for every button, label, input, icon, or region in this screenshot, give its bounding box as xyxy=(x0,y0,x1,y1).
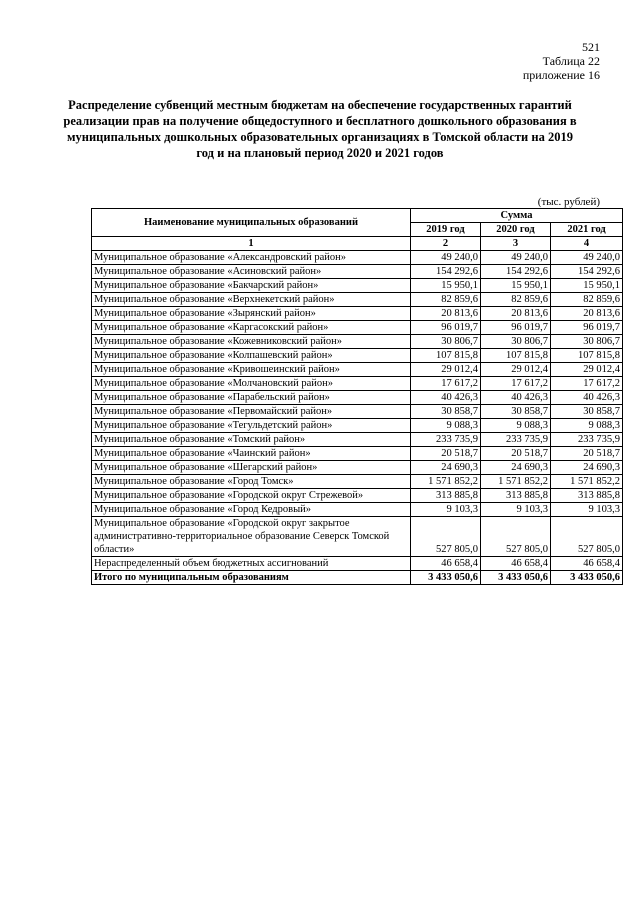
column-number-3: 3 xyxy=(481,237,551,251)
table-row xyxy=(92,489,623,503)
column-header-name: Наименование муниципальных образований xyxy=(92,209,411,237)
value-2019-cell: 96 019,7 xyxy=(411,321,481,335)
table-row xyxy=(92,265,623,279)
value-2021-cell: 233 735,9 xyxy=(551,433,623,447)
table-row xyxy=(92,363,623,377)
column-header-sum: Сумма xyxy=(411,209,623,223)
value-2020-cell: 20 813,6 xyxy=(481,307,551,321)
appendix-reference: приложение 16 xyxy=(522,68,600,82)
municipality-name-cell: Муниципальное образование «Город Томск» xyxy=(92,475,411,489)
table-row xyxy=(92,447,623,461)
value-2019-cell: 40 426,3 xyxy=(411,391,481,405)
value-2021-cell: 96 019,7 xyxy=(551,321,623,335)
value-2020-cell: 233 735,9 xyxy=(481,433,551,447)
value-2021-cell: 30 858,7 xyxy=(551,405,623,419)
value-2020-cell: 3 433 050,6 xyxy=(481,571,551,585)
municipality-name-cell: Муниципальное образование «Каргасокский район» xyxy=(92,321,411,335)
value-2020-cell: 30 806,7 xyxy=(481,335,551,349)
table-row xyxy=(92,251,623,265)
table-row xyxy=(92,461,623,475)
table-row xyxy=(92,349,623,363)
value-2019-cell: 9 088,3 xyxy=(411,419,481,433)
value-2020-cell: 107 815,8 xyxy=(481,349,551,363)
value-2021-cell: 20 813,6 xyxy=(551,307,623,321)
value-2021-cell: 40 426,3 xyxy=(551,391,623,405)
subsidy-table xyxy=(91,208,623,585)
municipality-name-cell: Муниципальное образование «Молчановский район» xyxy=(92,377,411,391)
value-2020-cell: 527 805,0 xyxy=(481,517,551,557)
municipality-name-cell: Муниципальное образование «Городской округ Стрежевой» xyxy=(92,489,411,503)
value-2020-cell: 154 292,6 xyxy=(481,265,551,279)
value-2020-cell: 313 885,8 xyxy=(481,489,551,503)
value-2020-cell: 49 240,0 xyxy=(481,251,551,265)
municipality-name-cell: Итого по муниципальным образованиям xyxy=(92,571,411,585)
table-row xyxy=(92,503,623,517)
value-2019-cell: 3 433 050,6 xyxy=(411,571,481,585)
municipality-name-cell: Муниципальное образование «Парабельский район» xyxy=(92,391,411,405)
value-2019-cell: 49 240,0 xyxy=(411,251,481,265)
municipality-name-cell: Муниципальное образование «Зырянский район» xyxy=(92,307,411,321)
value-2021-cell: 29 012,4 xyxy=(551,363,623,377)
value-2021-cell: 30 806,7 xyxy=(551,335,623,349)
value-2021-cell: 15 950,1 xyxy=(551,279,623,293)
municipality-name-cell: Муниципальное образование «Томский район» xyxy=(92,433,411,447)
table-row xyxy=(92,557,623,571)
column-header-2019: 2019 год xyxy=(411,223,481,237)
value-2020-cell: 15 950,1 xyxy=(481,279,551,293)
table-row xyxy=(92,391,623,405)
value-2019-cell: 527 805,0 xyxy=(411,517,481,557)
column-header-2021: 2021 год xyxy=(551,223,623,237)
table-row xyxy=(92,307,623,321)
value-2021-cell: 20 518,7 xyxy=(551,447,623,461)
table-row xyxy=(92,321,623,335)
value-2019-cell: 20 813,6 xyxy=(411,307,481,321)
municipality-name-cell: Муниципальное образование «Александровский район» xyxy=(92,251,411,265)
value-2021-cell: 46 658,4 xyxy=(551,557,623,571)
table-row xyxy=(92,279,623,293)
municipality-name-cell: Нераспределенный объем бюджетных ассигнований xyxy=(92,557,411,571)
value-2020-cell: 9 088,3 xyxy=(481,419,551,433)
value-2021-cell: 1 571 852,2 xyxy=(551,475,623,489)
units-note: (тыс. рублей) xyxy=(537,196,600,208)
value-2020-cell: 20 518,7 xyxy=(481,447,551,461)
municipality-name-cell: Муниципальное образование «Город Кедровый» xyxy=(92,503,411,517)
value-2020-cell: 96 019,7 xyxy=(481,321,551,335)
value-2019-cell: 313 885,8 xyxy=(411,489,481,503)
total-row xyxy=(92,571,623,585)
value-2021-cell: 82 859,6 xyxy=(551,293,623,307)
value-2020-cell: 40 426,3 xyxy=(481,391,551,405)
municipality-name-cell: Муниципальное образование «Асиновский район» xyxy=(92,265,411,279)
municipality-name-cell: Муниципальное образование «Тегульдетский район» xyxy=(92,419,411,433)
value-2019-cell: 82 859,6 xyxy=(411,293,481,307)
table-row xyxy=(92,377,623,391)
municipality-name-cell: Муниципальное образование «Верхнекетский район» xyxy=(92,293,411,307)
table-reference: Таблица 22 xyxy=(542,54,600,68)
value-2021-cell: 9 103,3 xyxy=(551,503,623,517)
value-2021-cell: 154 292,6 xyxy=(551,265,623,279)
value-2019-cell: 107 815,8 xyxy=(411,349,481,363)
municipality-name-cell: Муниципальное образование «Шегарский район» xyxy=(92,461,411,475)
value-2020-cell: 1 571 852,2 xyxy=(481,475,551,489)
value-2021-cell: 107 815,8 xyxy=(551,349,623,363)
municipality-name-cell: Муниципальное образование «Колпашевский район» xyxy=(92,349,411,363)
table-row xyxy=(92,517,623,557)
value-2021-cell: 49 240,0 xyxy=(551,251,623,265)
municipality-name-cell: Муниципальное образование «Первомайский район» xyxy=(92,405,411,419)
column-number-2: 2 xyxy=(411,237,481,251)
document-title: Распределение субвенций местным бюджетам на обеспечение государственных гарантий реализации прав на получение общедоступного и бесплатного дошкольного образования в муниципальных дошкольных образовательных организациях в Томской области на 2019 год и на плановый период 2020 и 2021 годов xyxy=(63,98,577,160)
value-2021-cell: 313 885,8 xyxy=(551,489,623,503)
column-number-4: 4 xyxy=(551,237,623,251)
table-row xyxy=(92,335,623,349)
value-2019-cell: 1 571 852,2 xyxy=(411,475,481,489)
value-2019-cell: 29 012,4 xyxy=(411,363,481,377)
value-2020-cell: 29 012,4 xyxy=(481,363,551,377)
value-2020-cell: 24 690,3 xyxy=(481,461,551,475)
value-2019-cell: 9 103,3 xyxy=(411,503,481,517)
value-2019-cell: 15 950,1 xyxy=(411,279,481,293)
value-2019-cell: 30 806,7 xyxy=(411,335,481,349)
column-header-2020: 2020 год xyxy=(481,223,551,237)
value-2019-cell: 24 690,3 xyxy=(411,461,481,475)
value-2021-cell: 9 088,3 xyxy=(551,419,623,433)
value-2019-cell: 46 658,4 xyxy=(411,557,481,571)
value-2019-cell: 154 292,6 xyxy=(411,265,481,279)
value-2020-cell: 17 617,2 xyxy=(481,377,551,391)
municipality-name-cell: Муниципальное образование «Чаинский район» xyxy=(92,447,411,461)
value-2019-cell: 233 735,9 xyxy=(411,433,481,447)
value-2020-cell: 30 858,7 xyxy=(481,405,551,419)
municipality-name-cell: Муниципальное образование «Городской округ закрытое административно-территориальное образование Северск Томской области» xyxy=(92,517,411,557)
value-2021-cell: 3 433 050,6 xyxy=(551,571,623,585)
value-2019-cell: 30 858,7 xyxy=(411,405,481,419)
value-2020-cell: 46 658,4 xyxy=(481,557,551,571)
table-row xyxy=(92,433,623,447)
page-number: 521 xyxy=(582,40,600,54)
value-2020-cell: 9 103,3 xyxy=(481,503,551,517)
column-number-1: 1 xyxy=(92,237,411,251)
value-2020-cell: 82 859,6 xyxy=(481,293,551,307)
value-2019-cell: 17 617,2 xyxy=(411,377,481,391)
table-row xyxy=(92,405,623,419)
value-2021-cell: 24 690,3 xyxy=(551,461,623,475)
value-2021-cell: 527 805,0 xyxy=(551,517,623,557)
table-row xyxy=(92,475,623,489)
municipality-name-cell: Муниципальное образование «Бакчарский район» xyxy=(92,279,411,293)
municipality-name-cell: Муниципальное образование «Кожевниковский район» xyxy=(92,335,411,349)
table-body xyxy=(92,251,623,585)
document-reference xyxy=(523,54,600,82)
value-2021-cell: 17 617,2 xyxy=(551,377,623,391)
table-row xyxy=(92,293,623,307)
municipality-name-cell: Муниципальное образование «Кривошеинский район» xyxy=(92,363,411,377)
value-2019-cell: 20 518,7 xyxy=(411,447,481,461)
table-row xyxy=(92,419,623,433)
